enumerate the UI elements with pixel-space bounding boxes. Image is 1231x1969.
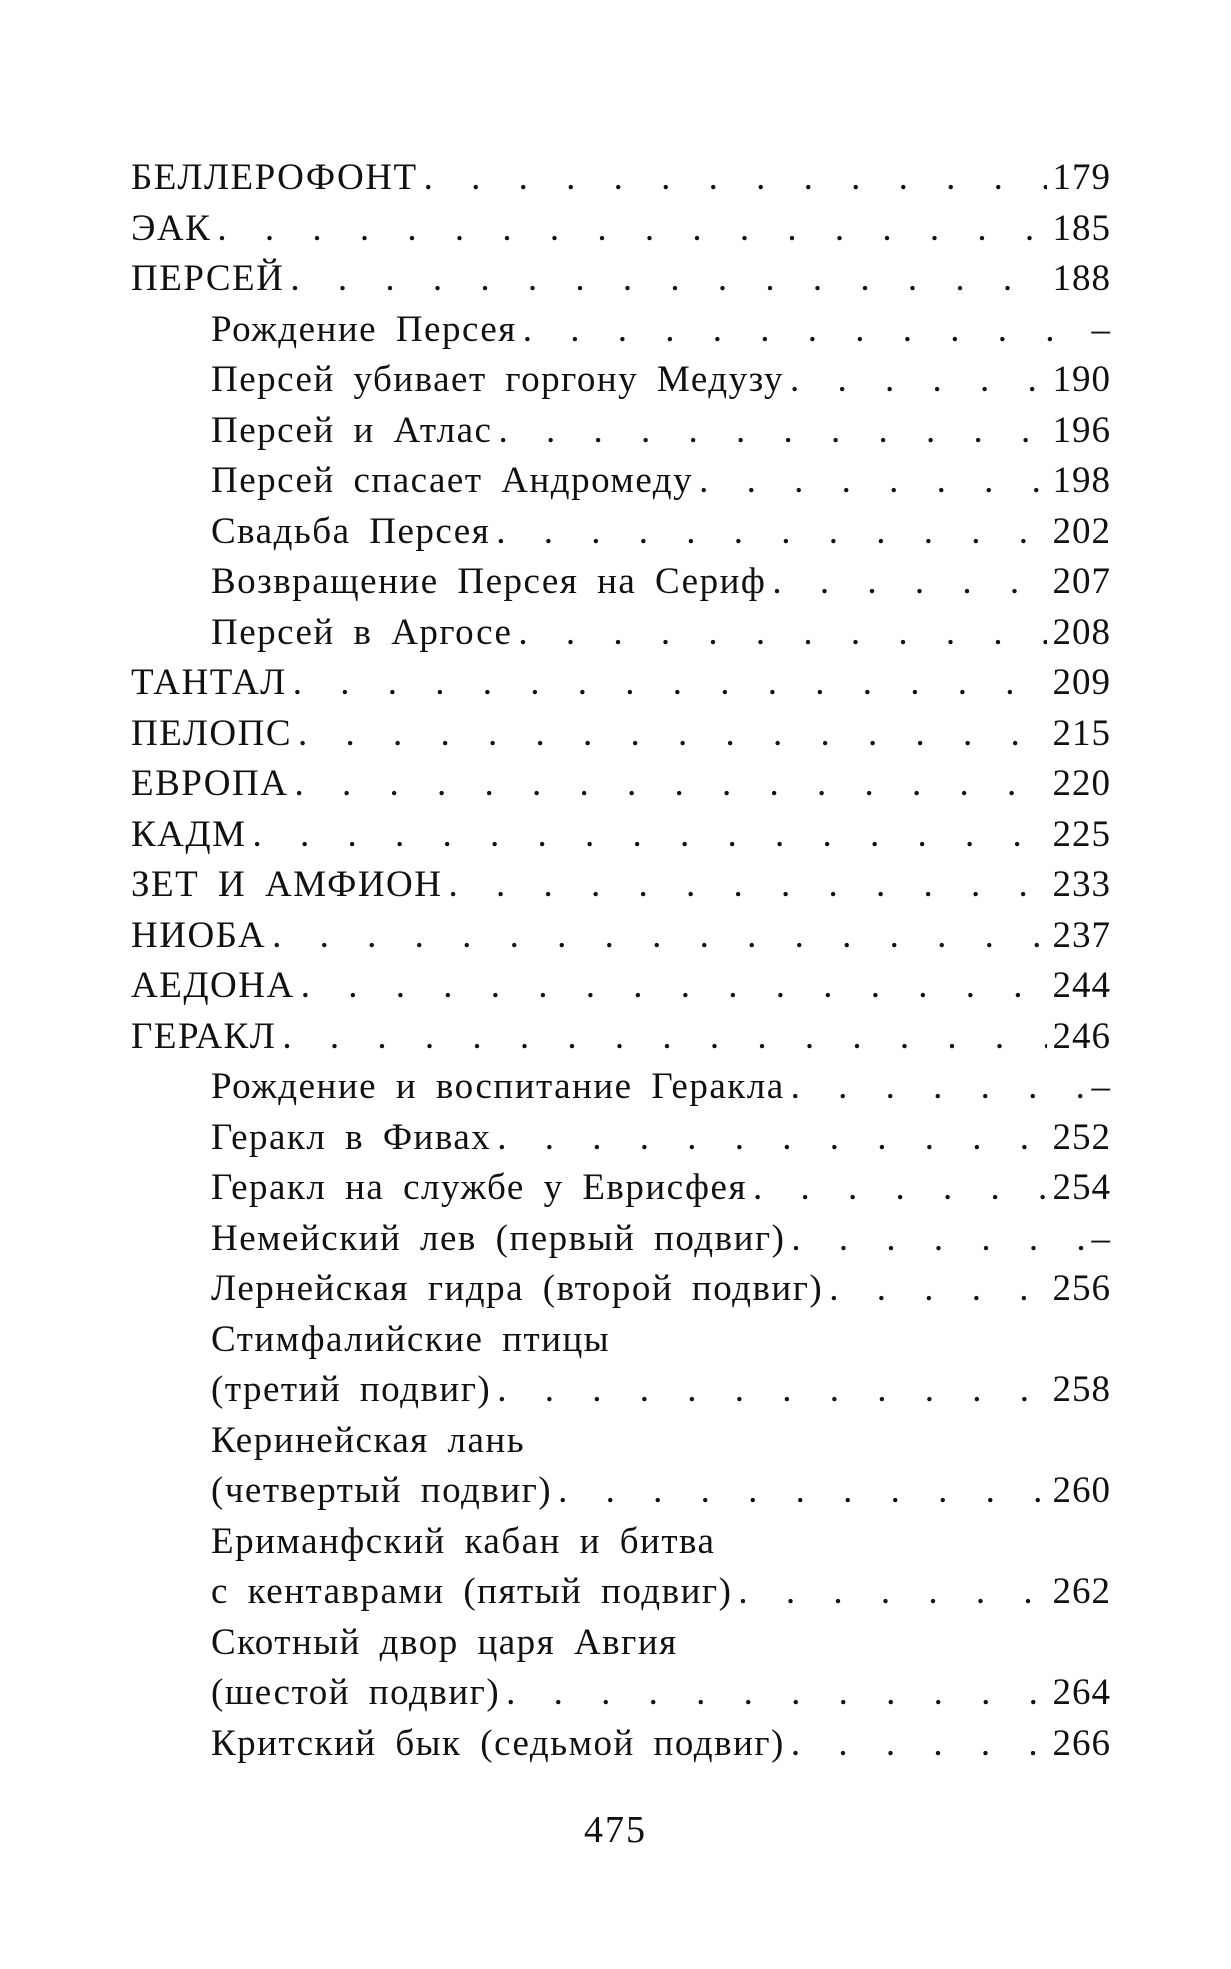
dot-leader <box>253 813 1047 856</box>
dot-leader <box>282 1015 1046 1058</box>
toc-entry-page: 252 <box>1052 1116 1111 1158</box>
dot-leader <box>293 661 1047 704</box>
dot-leader <box>738 1570 1046 1613</box>
toc-entry-title: Персей и Атлас <box>211 409 493 451</box>
toc-entry-page: 262 <box>1052 1571 1111 1612</box>
toc-subentry <box>131 1065 1111 1116</box>
toc-entry-title: Геракл в Фивах <box>211 1116 492 1158</box>
toc-entry-page: 185 <box>1052 207 1111 249</box>
dot-leader <box>753 1166 1047 1209</box>
toc-entry-page: – <box>1091 1066 1111 1107</box>
toc-entry-page: 225 <box>1052 813 1111 855</box>
toc-entry-title: НИОБА <box>131 914 267 956</box>
toc-entry-page: 233 <box>1052 864 1111 905</box>
dot-leader <box>290 257 1046 300</box>
dot-leader <box>699 459 1046 502</box>
toc-entry-title: (четвертый подвиг) <box>211 1470 553 1511</box>
toc-entry-page: 258 <box>1052 1369 1111 1410</box>
toc-subentry <box>131 1621 1111 1672</box>
toc-subentry <box>131 409 1111 460</box>
toc-subentry <box>131 1267 1111 1318</box>
dot-leader <box>496 510 1046 553</box>
toc-entry-title: Лернейская гидра (второй подвиг) <box>211 1268 824 1309</box>
toc-entry-page: 179 <box>1052 157 1111 198</box>
toc-entry-page: 264 <box>1052 1672 1111 1713</box>
toc-subentry <box>131 1318 1111 1369</box>
toc-entry <box>131 964 1111 1015</box>
dot-leader <box>298 712 1046 755</box>
toc-entry-page: 220 <box>1052 763 1111 804</box>
dot-leader <box>301 964 1047 1007</box>
toc-entry-title: ТАНТАЛ <box>131 662 287 703</box>
toc-subentry <box>131 1671 1111 1722</box>
toc-entry-title: Рождение Персея <box>211 308 517 350</box>
dot-leader <box>518 611 1046 654</box>
toc-subentry <box>131 358 1111 409</box>
dot-leader <box>829 1267 1046 1310</box>
toc-entry-title: Персей убивает горгону Медузу <box>211 359 784 400</box>
toc-subentry <box>131 1570 1111 1621</box>
toc-entry-page: 190 <box>1052 359 1111 400</box>
toc-entry-page: 266 <box>1052 1722 1111 1764</box>
toc-entry-title: Рождение и воспитание Геракла <box>211 1066 785 1107</box>
dot-leader <box>772 560 1046 603</box>
toc-subentry <box>131 1217 1111 1268</box>
toc-subentry <box>131 1722 1111 1773</box>
toc-subentry <box>131 1166 1111 1217</box>
toc-subentry <box>131 1419 1111 1470</box>
toc-subentry <box>131 560 1111 611</box>
toc-entry-title: Свадьба Персея <box>211 510 491 552</box>
toc-entry-title: Геракл на службе у Еврисфея <box>211 1167 747 1208</box>
toc-entry-title: ЭАК <box>131 207 212 249</box>
toc-entry <box>131 813 1111 864</box>
toc-subentry <box>131 459 1111 510</box>
dot-leader <box>791 1722 1047 1765</box>
toc-entry-page: – <box>1091 1217 1111 1259</box>
dot-leader <box>791 1065 1086 1108</box>
dot-leader <box>272 914 1046 957</box>
toc-entry-title: Персей в Аргосе <box>211 611 513 653</box>
dot-leader <box>506 1671 1046 1714</box>
toc-entry-title: Стимфалийские птицы <box>211 1318 611 1360</box>
toc-entry-title: Критский бык (седьмой подвиг) <box>211 1722 785 1764</box>
toc-entry-title: Ериманфский кабан и битва <box>211 1520 716 1562</box>
toc-entry-page: 256 <box>1052 1268 1111 1309</box>
toc-entry-page: 202 <box>1052 510 1111 552</box>
dot-leader <box>558 1469 1046 1512</box>
toc-entry-title: Скотный двор царя Авгия <box>211 1621 678 1663</box>
toc-entry-page: 198 <box>1052 460 1111 501</box>
toc-subentry <box>131 1116 1111 1167</box>
toc-subentry <box>131 611 1111 662</box>
toc-entry-page: 237 <box>1052 914 1111 956</box>
dot-leader <box>424 156 1047 199</box>
toc-entry <box>131 156 1111 207</box>
toc-entry-page: 215 <box>1052 712 1111 754</box>
toc-entry-title: АЕДОНА <box>131 965 295 1006</box>
toc-entry-title: с кентаврами (пятый подвиг) <box>211 1571 733 1612</box>
toc-entry-title: Персей спасает Андромеду <box>211 460 694 501</box>
toc-entry <box>131 914 1111 965</box>
toc-entry-page: – <box>1091 308 1111 350</box>
toc-subentry <box>131 1469 1111 1520</box>
toc-entry-title: ЗЕТ И АМФИОН <box>131 864 443 905</box>
dot-leader <box>523 308 1086 351</box>
toc-entry-title: ЕВРОПА <box>131 763 289 804</box>
dot-leader <box>497 1116 1046 1159</box>
dot-leader <box>217 207 1046 250</box>
dot-leader <box>448 863 1046 906</box>
toc-entry-page: 246 <box>1052 1015 1111 1057</box>
toc-entry-title: Возвращение Персея на Сериф <box>211 561 767 602</box>
dot-leader <box>294 762 1046 805</box>
toc-entry <box>131 207 1111 258</box>
toc-entry <box>131 661 1111 712</box>
toc-entry-title: Керинейская лань <box>211 1419 526 1461</box>
toc-entry <box>131 863 1111 914</box>
toc-entry-title: (третий подвиг) <box>211 1369 492 1410</box>
toc-entry <box>131 712 1111 763</box>
toc-entry-page: 207 <box>1052 561 1111 602</box>
toc-subentry <box>131 510 1111 561</box>
toc-entry-page: 188 <box>1052 258 1111 299</box>
table-of-contents <box>131 156 1111 1772</box>
toc-subentry <box>131 308 1111 359</box>
toc-entry-title: КАДМ <box>131 813 247 855</box>
toc-entry-page: 208 <box>1052 611 1111 653</box>
toc-subentry <box>131 1368 1111 1419</box>
dot-leader <box>791 1217 1085 1260</box>
dot-leader <box>498 409 1046 452</box>
toc-entry-page: 244 <box>1052 965 1111 1006</box>
toc-entry-title: Немейский лев (первый подвиг) <box>211 1217 786 1259</box>
toc-entry-title: БЕЛЛЕРОФОНТ <box>131 157 418 198</box>
toc-entry <box>131 257 1111 308</box>
toc-entry <box>131 1015 1111 1066</box>
toc-entry-title: ПЕРСЕЙ <box>131 258 285 299</box>
toc-entry-title: ГЕРАКЛ <box>131 1015 277 1057</box>
toc-entry <box>131 762 1111 813</box>
toc-entry-title: (шестой подвиг) <box>211 1672 501 1713</box>
toc-entry-page: 260 <box>1052 1470 1111 1511</box>
dot-leader <box>497 1368 1046 1411</box>
page-number: 475 <box>584 1809 647 1851</box>
toc-entry-page: 196 <box>1052 409 1111 451</box>
toc-entry-page: 209 <box>1052 662 1111 703</box>
toc-entry-title: ПЕЛОПС <box>131 712 293 754</box>
dot-leader <box>790 358 1047 401</box>
toc-entry-page: 254 <box>1052 1167 1111 1208</box>
toc-subentry <box>131 1520 1111 1571</box>
